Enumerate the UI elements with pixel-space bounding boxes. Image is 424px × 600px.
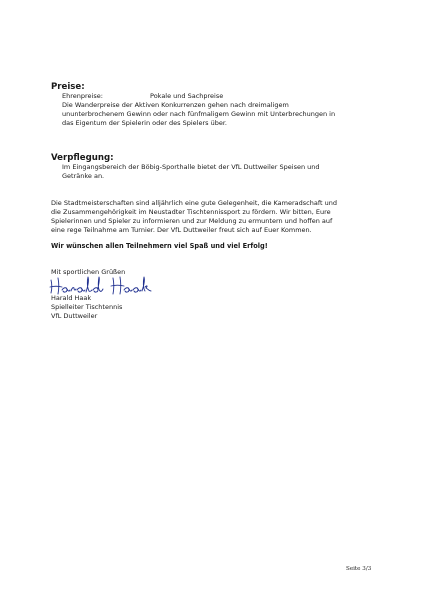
greeting: Mit sportlichen Grüßen: [51, 268, 126, 276]
verpflegung-line-2: Getränke an.: [62, 172, 105, 180]
body-line-1: Die Stadtmeisterschaften sind alljährlich eine gute Gelegenheit, die Kameradschaft und: [51, 199, 337, 207]
wanderpreis-line-1: Die Wanderpreise der Aktiven Konkurrenzen gehen nach dreimaligem: [62, 101, 289, 109]
closing-wish: Wir wünschen allen Teilnehmern viel Spaß und viel Erfolg!: [51, 242, 268, 250]
body-line-3: Spielerinnen und Spieler zu informieren und zur Meldung zu ermuntern und hoffen auf: [51, 217, 333, 225]
wanderpreis-line-2: ununterbrochenem Gewinn oder nach fünfmaligem Gewinn mit Unterbrechungen in: [62, 110, 336, 118]
page-number: Seite 3/3: [346, 566, 372, 572]
verpflegung-line-1: Im Eingangsbereich der Böbig-Sporthalle bietet der VfL Duttweiler Speisen und: [62, 163, 320, 171]
body-line-2: die Zusammengehörigkeit im Neustadter Tischtennissport zu fördern. Wir bitten, Eure: [51, 208, 331, 216]
signer-club: VfL Duttweiler: [51, 312, 98, 320]
verpflegung-heading: Verpflegung:: [51, 153, 114, 163]
ehrenpreise-value: Pokale und Sachpreise: [150, 92, 224, 100]
signer-name: Harald Haak: [51, 294, 92, 302]
signer-role: Spielleiter Tischtennis: [51, 303, 123, 311]
wanderpreis-line-3: das Eigentum der Spielerin oder des Spielers über.: [62, 119, 227, 127]
ehrenpreise-label: Ehrenpreise:: [62, 92, 103, 100]
handwritten-signature: [49, 274, 153, 296]
body-line-4: eine rege Teilnahme am Turnier. Der VfL Duttweiler freut sich auf Euer Kommen.: [51, 226, 312, 234]
preise-heading: Preise:: [51, 82, 85, 92]
